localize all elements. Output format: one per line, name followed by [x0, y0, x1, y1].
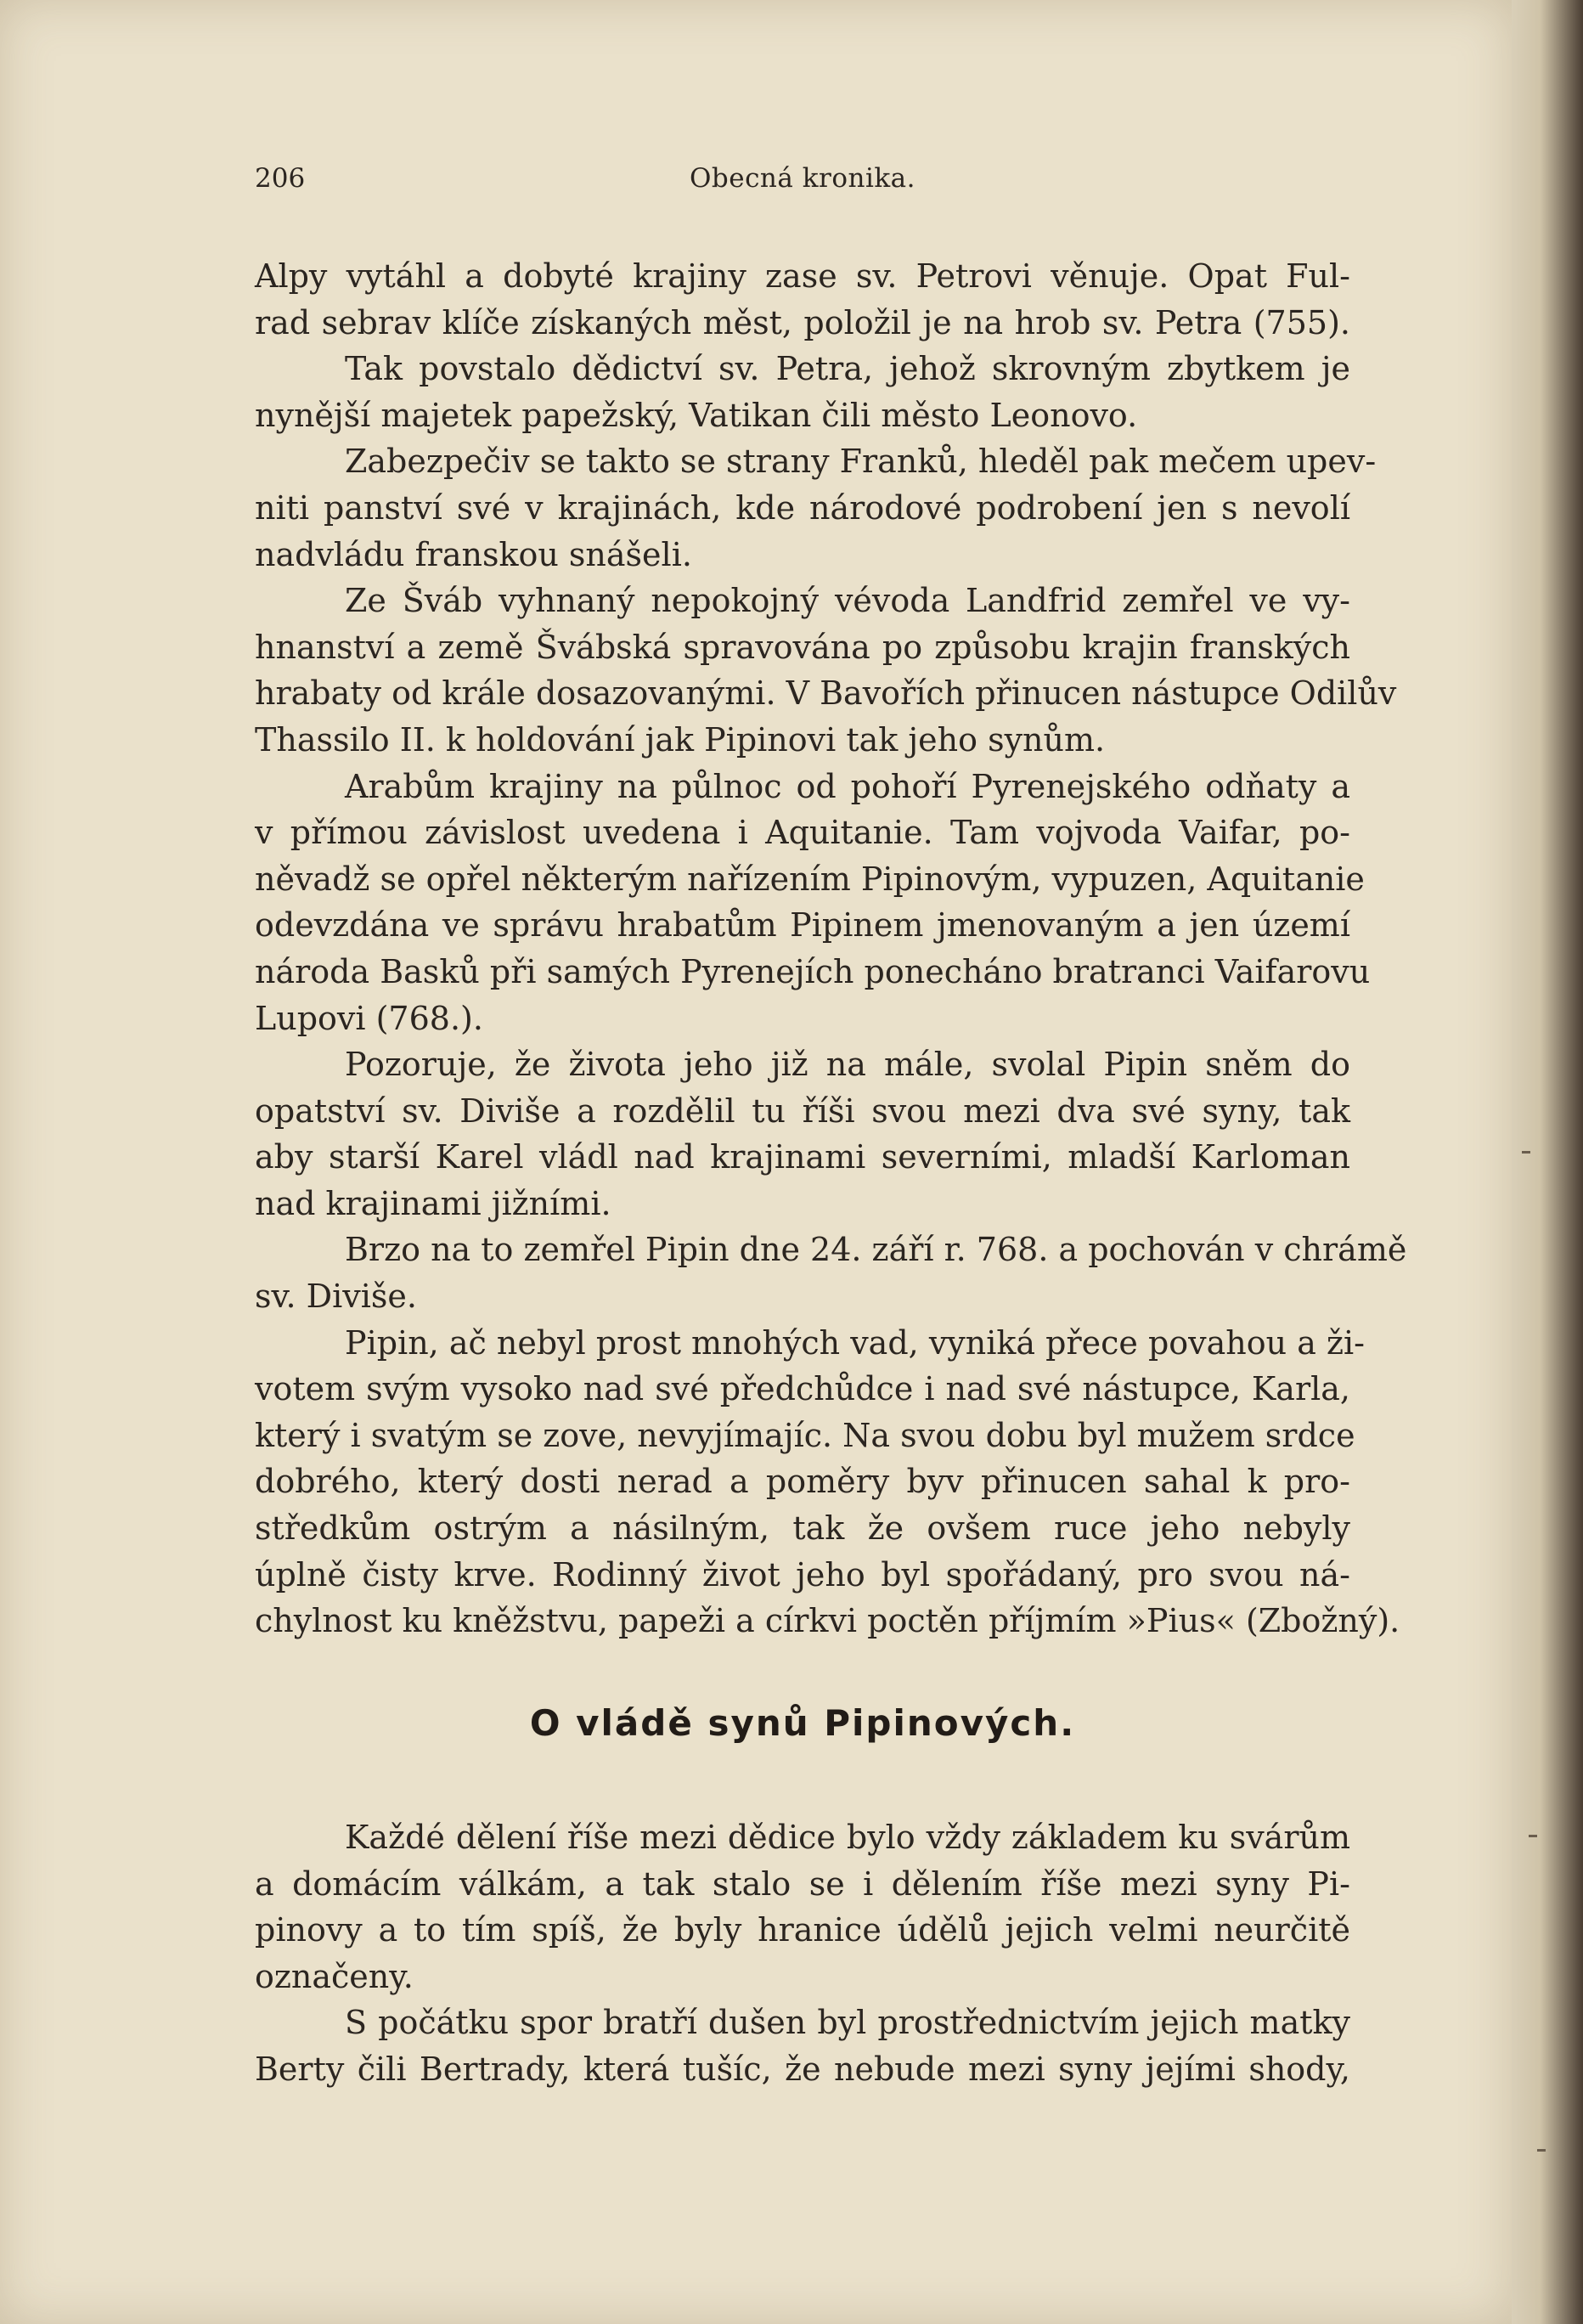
text-line: nad krajinami jižními. — [255, 1184, 611, 1222]
text-line: hrabaty od krále dosazovanými. V Bavořích přinucen nástupce Odilův — [255, 674, 1397, 713]
text-line: hnanství a země Švábská spravována po způsobu krajin franských — [255, 628, 1350, 666]
text-line: pinovy a to tím spíš, že byly hranice údělů jejich velmi neurčitě — [255, 1911, 1350, 1949]
margin-mark — [1522, 1151, 1530, 1154]
margin-mark — [1537, 2149, 1546, 2152]
text-line: Tak povstalo dědictví sv. Petra, jehož skrovným zbytkem je — [345, 350, 1350, 388]
running-title: Obecná kronika. — [689, 163, 916, 194]
text-line: Zabezpečiv se takto se strany Franků, hleděl pak mečem upev- — [345, 443, 1377, 481]
text-line: rad sebrav klíče získaných měst, položil je na hrob sv. Petra (755). — [255, 303, 1350, 341]
text-line: Thassilo II. k holdování jak Pipinovi tak jeho synům. — [255, 720, 1106, 759]
text-line: v přímou závislost uvedena i Aquitanie. Tam vojvoda Vaifar, po- — [255, 814, 1350, 852]
text-line: Berty čili Bertrady, která tušíc, že nebude mezi syny jejími shody, — [255, 2050, 1350, 2088]
text-line: niti panství své v krajinách, kde národové podrobení jen s nevolí — [255, 488, 1350, 527]
text-line: úplně čisty krve. Rodinný život jeho byl spořádaný, pro svou ná- — [255, 1555, 1350, 1594]
text-line: votem svým vysoko nad své předchůdce i nad své nástupce, Karla, — [255, 1370, 1350, 1408]
text-line: a domácím válkám, a tak stalo se i dělením říše mezi syny Pi- — [255, 1864, 1350, 1903]
page-edge-shadow — [1512, 0, 1583, 2324]
text-line: Pipin, ač nebyl prost mnohých vad, vyniká přece povahou a ži- — [345, 1323, 1365, 1362]
text-line: nadvládu franskou snášeli. — [255, 535, 692, 573]
text-line: odevzdána ve správu hrabatům Pipinem jmenovaným a jen území — [255, 906, 1350, 945]
body-text-top — [255, 253, 1407, 1644]
text-line: Lupovi (768.). — [255, 999, 483, 1037]
text-line: Alpy vytáhl a dobyté krajiny zase sv. Petrovi věnuje. Opat Ful- — [255, 257, 1350, 295]
text-line: aby starší Karel vládl nad krajinami severními, mladší Karloman — [255, 1138, 1350, 1176]
text-line: Ze Šváb vyhnaný nepokojný vévoda Landfrid zemřel ve vy- — [345, 582, 1350, 620]
text-line: Brzo na to zemřel Pipin dne 24. září r. 768. a pochován v chrámě — [345, 1231, 1407, 1269]
text-line: Pozoruje, že života jeho již na mále, svolal Pipin sněm do — [345, 1046, 1350, 1084]
text-line: dobrého, který dosti nerad a poměry byv přinucen sahal k pro- — [255, 1463, 1350, 1501]
text-line: nynější majetek papežský, Vatikan čili město Leonovo. — [255, 396, 1138, 434]
text-line: sv. Diviše. — [255, 1278, 417, 1316]
text-line: chylnost ku kněžstvu, papeži a církvi poctěn příjmím »Pius« (Zbožný). — [255, 1602, 1400, 1640]
text-line: Každé dělení říše mezi dědice bylo vždy základem ku svárům — [345, 1819, 1350, 1856]
text-line: který i svatým se zove, nevyjímajíc. Na svou dobu byl mužem srdce — [255, 1416, 1355, 1454]
text-line: opatství sv. Diviše a rozdělil tu říši svou mezi dva své syny, tak — [255, 1091, 1350, 1130]
text-line: středkům ostrým a násilným, tak že ovšem ruce jeho nebyly — [255, 1509, 1350, 1548]
section-heading: O vládě synů Pipinových. — [529, 1702, 1076, 1744]
page-number: 206 — [255, 163, 306, 194]
body-text-bottom — [255, 1814, 1350, 2093]
text-line: S počátku spor bratří dušen byl prostřednictvím jejich matky — [345, 2004, 1350, 2042]
text-line: něvadž se opřel některým nařízením Pipinovým, vypuzen, Aquitanie — [255, 860, 1365, 898]
text-line: Arabům krajiny na půlnoc od pohoří Pyrenejského odňaty a — [345, 767, 1350, 805]
text-line: označeny. — [255, 1957, 414, 1995]
text-line: národa Basků při samých Pyrenejích ponecháno bratranci Vaifarovu — [255, 952, 1371, 990]
page-header — [255, 163, 1350, 197]
margin-mark — [1529, 1835, 1537, 1837]
